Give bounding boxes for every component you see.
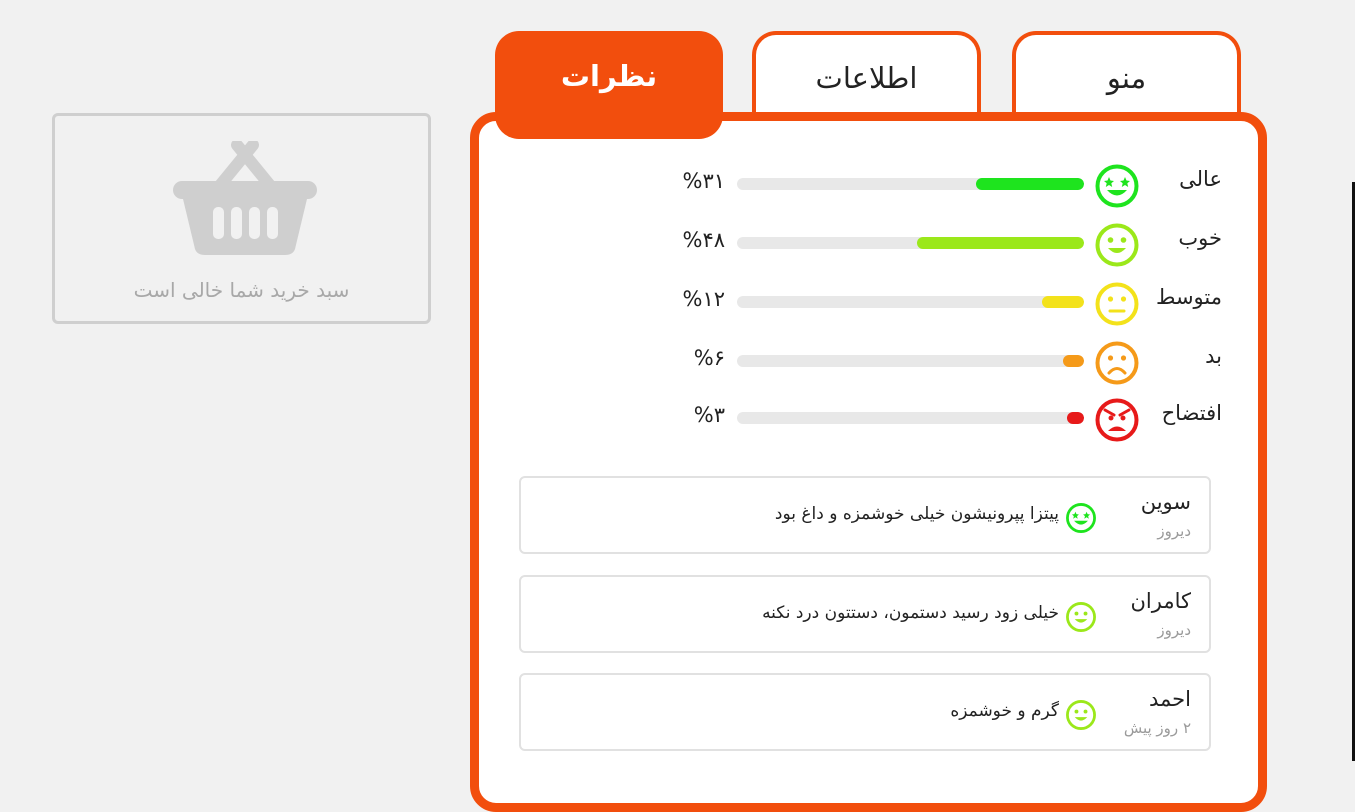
sad-face-icon [1094, 340, 1140, 386]
tab-info[interactable]: اطلاعات [752, 31, 981, 117]
rating-row-average [0, 281, 1355, 321]
rating-bar-track [737, 178, 1084, 190]
rating-bar-fill [976, 178, 1084, 190]
rating-bar-fill [917, 237, 1084, 249]
rating-label: بد [1205, 344, 1222, 368]
tab-menu[interactable]: منو [1012, 31, 1241, 117]
rating-percent: %۶ [693, 346, 725, 370]
smile-face-icon [1065, 699, 1097, 731]
rating-bar-fill [1042, 296, 1084, 308]
rating-row-bad [0, 340, 1355, 380]
rating-row-terrible [0, 397, 1355, 437]
rating-label: متوسط [1156, 285, 1222, 309]
smile-face-icon [1094, 222, 1140, 268]
rating-label: عالی [1179, 167, 1222, 191]
rating-bar-track [737, 355, 1084, 367]
rating-percent: %۳۱ [682, 169, 725, 193]
smile-face-icon [1065, 601, 1097, 633]
rating-row-excellent [0, 163, 1355, 203]
rating-label: خوب [1178, 226, 1222, 250]
empty-cart-message: سبد خرید شما خالی است [133, 278, 350, 302]
review-time: دیروز [1157, 522, 1191, 540]
review-text: گرم و خوشمزه [950, 701, 1059, 721]
rating-bar-track [737, 237, 1084, 249]
review-card [519, 575, 1211, 653]
rating-percent: %۳ [693, 403, 725, 427]
neutral-face-icon [1094, 281, 1140, 327]
rating-percent: %۴۸ [682, 228, 725, 252]
review-text: پیتزا پپرونیشون خیلی خوشمزه و داغ بود [774, 504, 1059, 524]
review-author: کامران [1130, 589, 1191, 613]
review-card [519, 673, 1211, 751]
review-author: سوین [1140, 490, 1191, 514]
review-card [519, 476, 1211, 554]
review-time: دیروز [1157, 621, 1191, 639]
star-eyes-face-icon [1094, 163, 1140, 209]
rating-bar-track [737, 296, 1084, 308]
tab-reviews[interactable]: نظرات [495, 31, 723, 139]
rating-bar-fill [1067, 412, 1084, 424]
rating-bar-track [737, 412, 1084, 424]
star-eyes-face-icon [1065, 502, 1097, 534]
angry-face-icon [1094, 397, 1140, 443]
rating-percent: %۱۲ [682, 287, 725, 311]
rating-row-good [0, 222, 1355, 262]
review-time: ۲ روز پیش [1123, 719, 1191, 737]
review-author: احمد [1149, 687, 1191, 711]
rating-bar-fill [1063, 355, 1084, 367]
rating-label: افتضاح [1161, 401, 1222, 425]
review-text: خیلی زود رسید دستمون، دستتون درد نکنه [762, 603, 1059, 623]
